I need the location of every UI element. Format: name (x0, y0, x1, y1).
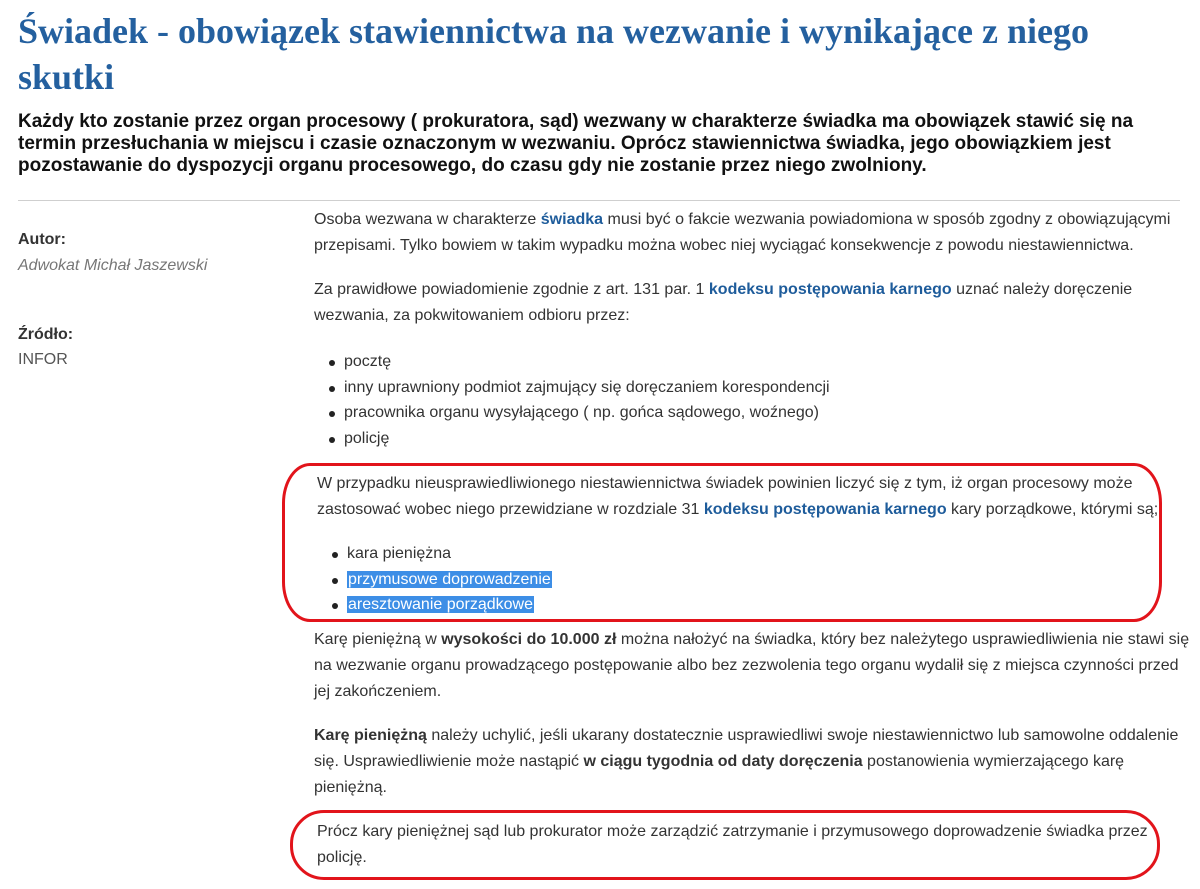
penalty-list (314, 541, 1194, 618)
paragraph-1: Osoba wezwana w charakterze świadka musi być o fakcie wezwania powiadomiona w sposób zgodny z obowiązującymi przepisami. Tylko bowiem w takim wypadku można wobec niej wyciągać konsekwencje z powodu niestawiennictwa. (314, 211, 1171, 254)
list-item: kara pieniężna (317, 541, 1194, 567)
bullet-icon (329, 360, 335, 366)
list-item: pracownika organu wysyłającego ( np. gońca sądowego, woźnego) (314, 400, 1194, 426)
link-swiadka[interactable]: świadka (540, 211, 604, 228)
bullet-icon (332, 552, 338, 558)
article-title: Świadek - obowiązek stawiennictwa na wezwanie i wynikające z niego skutki (18, 11, 1089, 97)
bullet-icon (329, 386, 335, 392)
paragraph-5: Karę pieniężną należy uchylić, jeśli ukarany dostatecznie usprawiedliwi swoje niestawiennictwo lub samowolne oddalenie się. Usprawiedliwienie może nastąpić w ciągu tygodnia od daty doręczenia postanowienia wymierzającego karę pieniężną. (314, 726, 1179, 796)
article-lead: Każdy kto zostanie przez organ procesowy ( prokuratora, sąd) wezwany w charakterze świadka ma obowiązek stawić się na termin przesłuchania w miejscu i czasie oznaczonym w wezwaniu. Oprócz stawiennictwa świadka, jego obowiązkiem jest pozostawanie do dyspozycji organu procesowego, do czasu gdy nie zostanie przez niego zwolniony. (18, 111, 1134, 176)
source-name: INFOR (18, 351, 68, 368)
list-item: policję (314, 426, 1194, 452)
paragraph-4: Karę pieniężną w wysokości do 10.000 zł można nałożyć na świadka, który bez należytego usprawiedliwienia nie stawi się na wezwanie organu prowadzącego postępowanie albo bez zezwolenia tego organu wydalił się z miejsca czynności przed jej zakończeniem. (314, 630, 1190, 700)
bullet-icon (329, 411, 335, 417)
link-kpk[interactable]: kodeksu postępowania karnego (708, 281, 952, 298)
list-item: inny uprawniony podmiot zajmujący się doręczaniem korespondencji (314, 375, 1194, 401)
bullet-icon (332, 578, 338, 584)
bold-amount: wysokości do 10.000 zł (441, 630, 617, 648)
author-name[interactable]: Adwokat Michał Jaszewski (18, 257, 208, 274)
link-kpk-2[interactable]: kodeksu postępowania karnego (703, 501, 947, 518)
divider (18, 200, 1180, 201)
paragraph-2: Za prawidłowe powiadomienie zgodnie z art. 131 par. 1 kodeksu postępowania karnego uznać należy doręczenie wezwania, za pokwitowaniem odbioru przez: (314, 281, 1133, 324)
selected-text[interactable]: aresztowanie porządkowe (348, 596, 533, 613)
selected-text[interactable]: przymusowe doprowadzenie (348, 570, 551, 588)
bullet-icon (332, 603, 338, 609)
list-item (317, 592, 1194, 618)
paragraph-6: Prócz kary pieniężnej sąd lub prokurator może zarządzić zatrzymanie i przymusowego doprowadzenie świadka przez policję. (317, 822, 1148, 866)
source-label: Źródło: (18, 326, 74, 343)
bullet-icon (329, 437, 335, 443)
author-label: Autor: (18, 231, 66, 248)
delivery-list (314, 349, 1194, 451)
list-item (317, 567, 1194, 593)
article-body (314, 207, 1194, 871)
paragraph-3: W przypadku nieusprawiedliwionego niestawiennictwa świadek powinien liczyć się z tym, iż organ procesowy może zastosować wobec niego przewidziane w rozdziale 31 kodeksu postępowania karnego kary porządkowe, którymi są; (317, 475, 1159, 518)
list-item: pocztę (314, 349, 1194, 375)
